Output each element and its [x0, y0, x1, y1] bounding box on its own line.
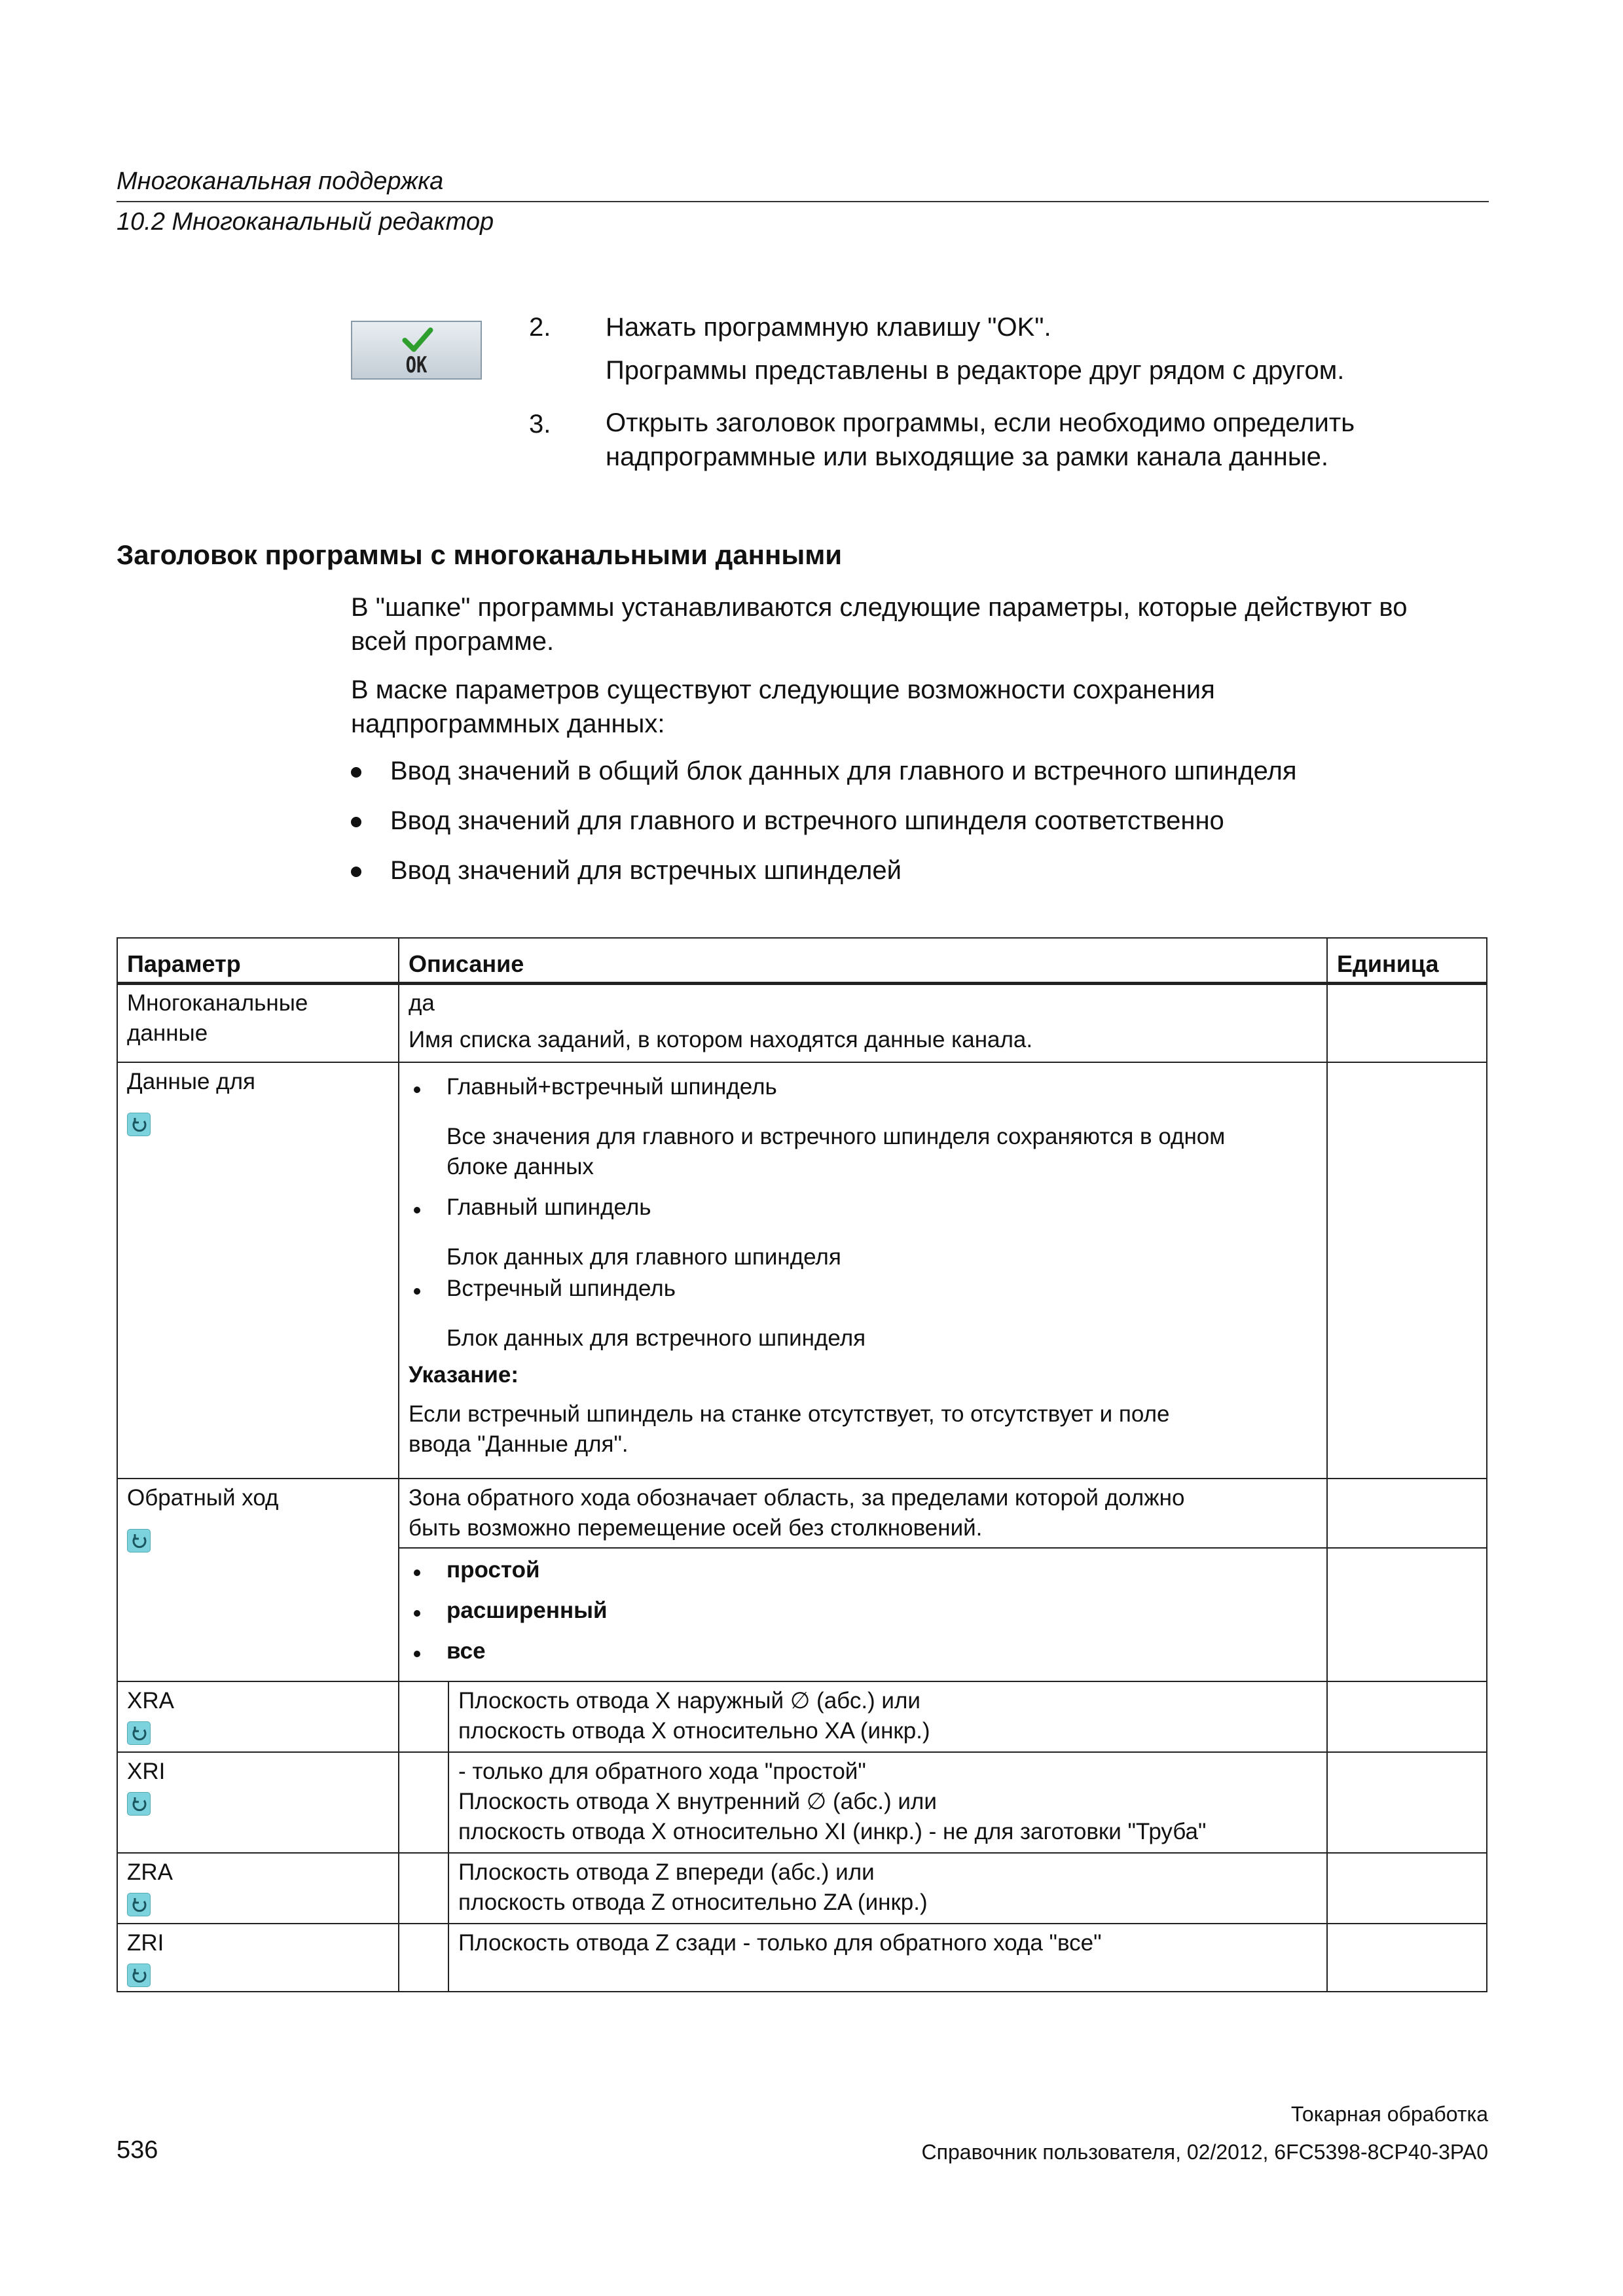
description-line: плоскость отвода X относительно XA (инкр.) — [458, 1718, 930, 1744]
row-divider — [117, 1062, 1487, 1063]
description-line: Зона обратного хода обозначает область, за пределами которой должно — [409, 1485, 1185, 1511]
row-divider — [117, 1681, 1487, 1682]
toggle-icon — [127, 1721, 151, 1745]
table-border — [117, 937, 118, 1992]
toggle-icon — [127, 1529, 151, 1552]
table-border — [117, 937, 1487, 939]
option-description: Блок данных для главного шпинделя — [447, 1244, 841, 1270]
toggle-icon — [127, 1113, 151, 1136]
parameter-table — [117, 937, 1487, 1992]
option-label: все — [447, 1638, 486, 1664]
bullet-icon — [414, 1288, 420, 1295]
option-label: простой — [447, 1557, 540, 1583]
bullet-icon — [414, 1610, 420, 1617]
paragraph — [351, 590, 1490, 658]
toggle-icon — [127, 1893, 151, 1916]
option-description-line: блоке данных — [447, 1154, 594, 1179]
step-text — [606, 310, 1489, 387]
option-label: Главный+встречный шпиндель — [447, 1074, 777, 1100]
param-line: данные — [127, 1020, 208, 1046]
chapter-title: Многоканальная поддержка — [117, 168, 444, 195]
step-line: Программы представлены в редакторе друг рядом с другом. — [606, 356, 1345, 385]
note-line: ввода "Данные для". — [409, 1431, 629, 1457]
ok-softkey[interactable] — [351, 321, 482, 380]
description-line: плоскость отвода X относительно XI (инкр.) - не для заготовки "Труба" — [458, 1819, 1207, 1844]
bullet-item: Ввод значений в общий блок данных для главного и встречного шпинделя — [390, 757, 1297, 785]
paragraph — [351, 673, 1490, 741]
header-rule — [117, 982, 1487, 985]
option-label: Главный шпиндель — [447, 1194, 651, 1220]
column-divider — [1326, 937, 1328, 1992]
option-description: Блок данных для встречного шпинделя — [447, 1325, 866, 1351]
step-text — [606, 406, 1489, 474]
param-cell: ZRI — [127, 1930, 164, 1956]
note-title: Указание: — [409, 1362, 519, 1388]
param-description — [458, 1857, 928, 1918]
footer-document: Справочник пользователя, 02/2012, 6FC5398-8CP40-3PA0 — [921, 2140, 1488, 2164]
param-cell: Данные для — [127, 1069, 255, 1094]
step-number: 3. — [529, 410, 551, 439]
description-line: Плоскость отвода Z впереди (абс.) или — [458, 1859, 875, 1885]
section-title: Заголовок программы с многоканальными данными — [117, 539, 843, 570]
paragraph-line: В маске параметров существуют следующие возможности сохранения — [351, 675, 1215, 704]
bullet-icon — [414, 1207, 420, 1213]
step-number: 2. — [529, 313, 551, 342]
bullet-icon — [351, 767, 361, 778]
option-label: расширенный — [447, 1598, 608, 1623]
footer-product: Токарная обработка — [1290, 2102, 1488, 2126]
row-divider — [117, 1923, 1487, 1924]
param-cell: ZRA — [127, 1859, 173, 1885]
step-line: Нажать программную клавишу "OK". — [606, 313, 1051, 342]
row-divider — [117, 1751, 1487, 1753]
step-line: Открыть заголовок программы, если необходимо определить — [606, 408, 1355, 437]
option-description-line: Все значения для главного и встречного шпинделя сохраняются в одном — [447, 1124, 1226, 1149]
header-rule — [117, 201, 1489, 202]
row-divider — [117, 1478, 1487, 1479]
param-cell: XRI — [127, 1759, 166, 1784]
param-cell — [127, 988, 308, 1049]
table-border — [1486, 937, 1487, 1992]
description-line: Плоскость отвода X наружный ∅ (абс.) или — [458, 1688, 921, 1713]
param-line: Многоканальные — [127, 990, 308, 1016]
bullet-item: Ввод значений для главного и встречного шпинделя соответственно — [390, 806, 1224, 835]
param-description: Плоскость отвода Z сзади - только для обратного хода "все" — [458, 1930, 1102, 1956]
note-line: Если встречный шпиндель на станке отсутствует, то отсутствует и поле — [409, 1401, 1170, 1427]
bullet-icon — [414, 1651, 420, 1657]
toggle-icon — [127, 1792, 151, 1816]
section-heading: 10.2 Многоканальный редактор — [117, 208, 494, 236]
row-divider — [398, 1547, 1487, 1549]
ok-label: OK — [405, 352, 428, 378]
param-cell: Обратный ход — [127, 1485, 279, 1511]
param-description: Имя списка заданий, в котором находятся данные канала. — [409, 1027, 1033, 1052]
table-border — [117, 1991, 1487, 1992]
column-header-desc: Описание — [409, 950, 524, 977]
column-divider — [398, 937, 399, 1992]
row-divider — [117, 1852, 1487, 1854]
bullet-icon — [351, 817, 361, 827]
paragraph-line: надпрограммных данных: — [351, 709, 665, 738]
description-line: быть возможно перемещение осей без столкновений. — [409, 1515, 983, 1541]
param-value: да — [409, 990, 435, 1016]
option-label: Встречный шпиндель — [447, 1276, 676, 1301]
param-description — [458, 1757, 1206, 1847]
description-line: Плоскость отвода X внутренний ∅ (абс.) или — [458, 1789, 937, 1814]
description-line: плоскость отвода Z относительно ZA (инкр.) — [458, 1890, 928, 1915]
paragraph-line: всей программе. — [351, 627, 555, 656]
param-description — [458, 1686, 930, 1746]
param-cell: XRA — [127, 1688, 174, 1713]
bullet-item: Ввод значений для встречных шпинделей — [390, 856, 902, 885]
column-header-unit: Единица — [1337, 950, 1439, 977]
paragraph-line: В "шапке" программы устанавливаются следующие параметры, которые действуют во — [351, 593, 1408, 622]
column-header-param: Параметр — [127, 950, 241, 977]
column-divider — [448, 1681, 449, 1992]
bullet-icon — [414, 1570, 420, 1576]
bullet-icon — [414, 1086, 420, 1093]
bullet-icon — [351, 867, 361, 877]
page-number: 536 — [117, 2136, 158, 2164]
toggle-icon — [127, 1964, 151, 1987]
step-line: надпрограммные или выходящие за рамки канала данные. — [606, 442, 1328, 471]
note-text — [409, 1399, 1169, 1460]
description-line: - только для обратного хода "простой" — [458, 1759, 866, 1784]
param-description — [409, 1483, 1184, 1543]
option-description — [447, 1122, 1225, 1182]
